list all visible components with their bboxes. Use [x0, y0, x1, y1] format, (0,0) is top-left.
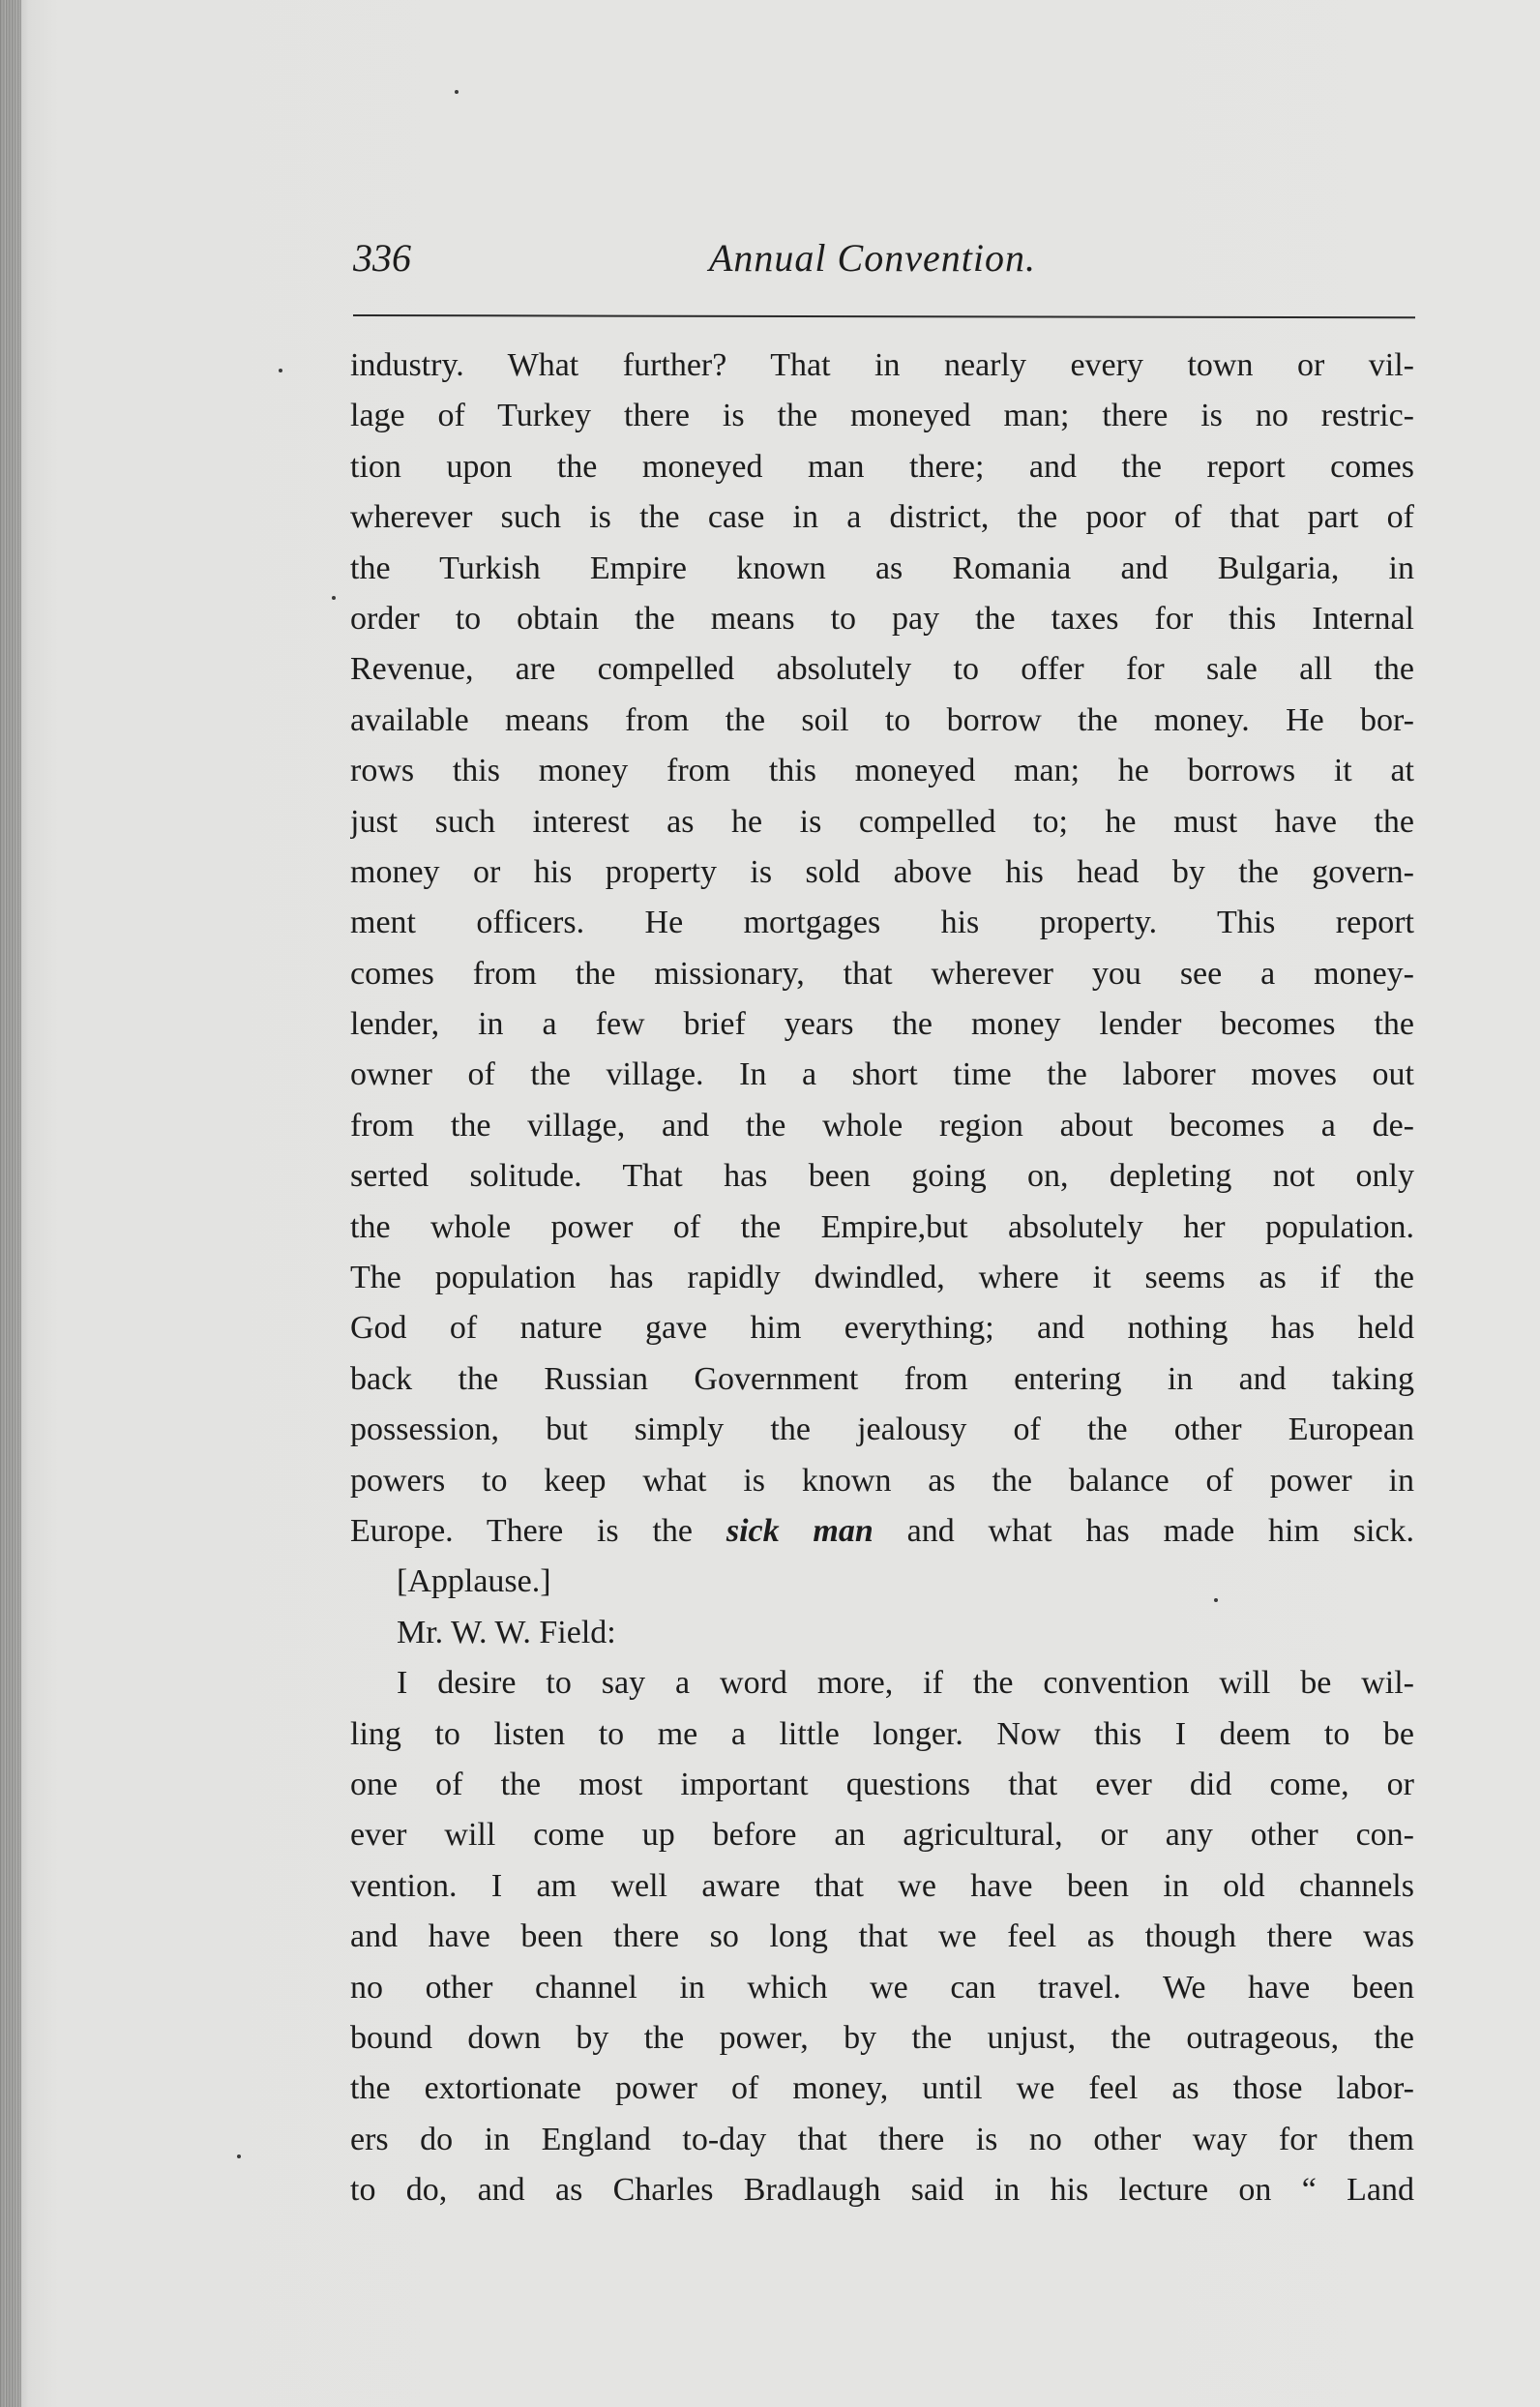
text-line: the Turkish Empire known as Romania and Bulgaria, in — [350, 550, 1414, 586]
text-line: lender, in a few brief years the money lender becomes the — [350, 1006, 1414, 1043]
print-speck — [455, 90, 459, 94]
text-line: tion upon the moneyed man there; and the report comes — [350, 448, 1414, 485]
page-number: 336 — [353, 236, 411, 280]
text-line: one of the most important questions that ever did come, or — [350, 1766, 1414, 1802]
text-line: money or his property is sold above his head by the govern- — [350, 853, 1414, 890]
text-fragment: and what has made him sick. — [873, 1512, 1414, 1549]
text-line: vention. I am well aware that we have been in old channels — [350, 1867, 1414, 1904]
text-line: industry. What further? That in nearly every town or vil- — [350, 347, 1414, 383]
text-line: wherever such is the case in a district, the poor of that part of — [350, 499, 1414, 536]
speaker-heading: Mr. W. W. Field: — [397, 1614, 616, 1650]
text-fragment: Europe. There is the — [350, 1512, 726, 1549]
text-line: The population has rapidly dwindled, where it seems as if the — [350, 1260, 1414, 1296]
text-line: ment officers. He mortgages his property. This report — [350, 905, 1414, 941]
text-line: ling to listen to me a little longer. Now this I deem to be — [350, 1715, 1414, 1752]
text-line: ers do in England to-day that there is no other way for them — [350, 2121, 1414, 2157]
text-line: no other channel in which we can travel. We have been — [350, 1969, 1414, 2006]
text-line: the extortionate power of money, until we feel as those labor- — [350, 2070, 1414, 2107]
text-line: available means from the soil to borrow the money. He bor- — [350, 701, 1414, 738]
text-line: from the village, and the whole region about becomes a de- — [350, 1107, 1414, 1144]
print-speck — [279, 369, 282, 372]
text-line: Revenue, are compelled absolutely to offer for sale all the — [350, 651, 1414, 688]
text-line: God of nature gave him everything; and nothing has held — [350, 1310, 1414, 1347]
applause-note: [Applause.] — [397, 1563, 551, 1600]
text-line: order to obtain the means to pay the taxes for this Internal — [350, 600, 1414, 637]
running-head — [353, 235, 1417, 293]
text-line-sick-man — [350, 1506, 1414, 1557]
body-text — [350, 341, 1414, 2215]
text-line: serted solitude. That has been going on, depleting not only — [350, 1158, 1414, 1195]
text-line: owner of the village. In a short time the laborer moves out — [350, 1056, 1414, 1093]
header-rule — [353, 314, 1415, 318]
text-line: back the Russian Government from entering in and taking — [350, 1360, 1414, 1397]
text-line: ever will come up before an agricultural, or any other con- — [350, 1817, 1414, 1854]
running-title: Annual Convention. — [709, 236, 1036, 280]
emphasis-sick-man: sick man — [726, 1512, 874, 1549]
text-line: bound down by the power, by the unjust, the outrageous, the — [350, 2019, 1414, 2056]
text-line: I desire to say a word more, if the convention will be wil- — [397, 1665, 1414, 1702]
print-speck — [1214, 1598, 1218, 1602]
text-line: comes from the missionary, that wherever you see a money- — [350, 955, 1414, 992]
print-speck — [332, 596, 336, 600]
text-line: the whole power of the Empire,but absolutely her population. — [350, 1208, 1414, 1245]
text-line: lage of Turkey there is the moneyed man; there is no restric- — [350, 398, 1414, 434]
print-speck — [237, 2154, 241, 2158]
text-line: rows this money from this moneyed man; he borrows it at — [350, 753, 1414, 789]
text-line: to do, and as Charles Bradlaugh said in his lecture on “ Land — [350, 2172, 1414, 2209]
text-line: possession, but simply the jealousy of the other European — [350, 1412, 1414, 1448]
text-line: powers to keep what is known as the balance of power in — [350, 1462, 1414, 1499]
text-line: just such interest as he is compelled to; he must have the — [350, 803, 1414, 840]
text-line: and have been there so long that we feel as though there was — [350, 1918, 1414, 1955]
